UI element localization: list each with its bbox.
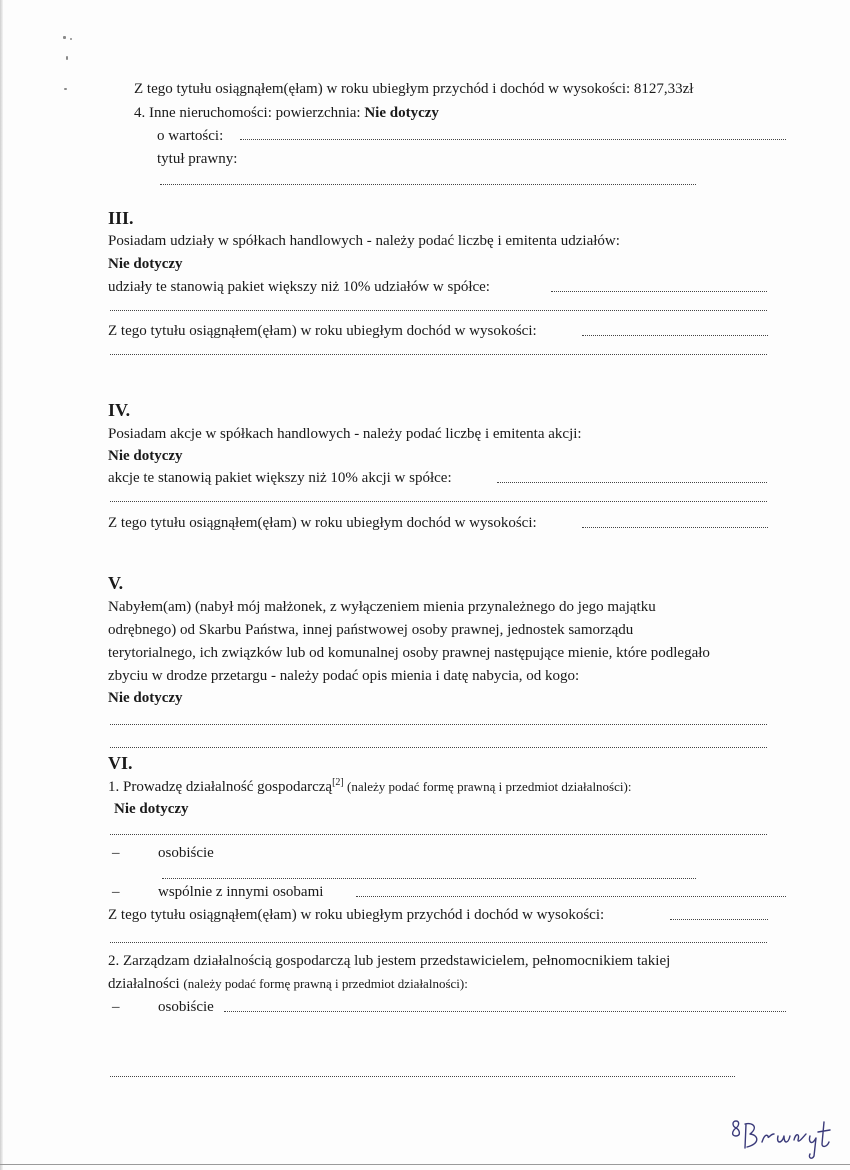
section-4-line-2: akcje te stanowią pakiet większy niż 10% akcji w spółce: xyxy=(108,470,452,486)
item-1-label: 1. Prowadzę działalność gospodarczą xyxy=(108,779,333,795)
section-5-line-1: Nabyłem(am) (nabył mój małżonek, z wyłączeniem mienia przynależnego do jego majątku xyxy=(108,599,656,615)
section-6-value: Nie dotyczy xyxy=(114,801,189,817)
item-1-note: (należy podać formę prawną i przedmiot działalności): xyxy=(343,779,632,794)
section-3-heading: III. xyxy=(108,208,134,228)
item-4 xyxy=(134,104,439,122)
dotted-fill xyxy=(110,309,767,311)
section-3-income: Z tego tytułu osiągnąłem(ęłam) w roku ubiegłym dochód w wysokości: xyxy=(108,323,537,339)
scan-speck xyxy=(66,56,68,60)
dotted-fill xyxy=(160,183,696,185)
dotted-fill xyxy=(110,723,767,725)
section-4-line-1: Posiadam akcje w spółkach handlowych - należy podać liczbę i emitenta akcji: xyxy=(108,426,582,442)
section-5-line-2: odrębnego) od Skarbu Państwa, innej państwowej osoby prawnej, jednostek samorządu xyxy=(108,622,634,638)
dotted-fill xyxy=(582,334,768,336)
dotted-fill xyxy=(162,877,696,879)
signature xyxy=(728,1118,838,1162)
dotted-fill xyxy=(670,918,768,920)
dotted-fill xyxy=(551,290,767,292)
dash: – xyxy=(112,999,120,1015)
scan-speck xyxy=(63,36,66,39)
dotted-fill xyxy=(110,353,767,355)
section-3-line-2: udziały te stanowią pakiet większy niż 10% udziałów w spółce: xyxy=(108,279,490,295)
dotted-fill xyxy=(110,746,767,748)
dotted-fill xyxy=(224,1010,786,1012)
jointly-label: wspólnie z innymi osobami xyxy=(158,884,324,900)
section-5-value: Nie dotyczy xyxy=(108,690,183,706)
income-line-top: Z tego tytułu osiągnąłem(ęłam) w roku ubiegłym przychód i dochód w wysokości: 8127,33zł xyxy=(134,81,694,97)
item-2-note: (należy podać formę prawną i przedmiot działalności): xyxy=(183,976,468,991)
dotted-fill xyxy=(110,941,767,943)
section-4-value: Nie dotyczy xyxy=(108,448,183,464)
item-2-label: działalności xyxy=(108,976,184,992)
item-4-label: 4. Inne nieruchomości: powierzchnia: xyxy=(134,105,365,121)
dotted-fill xyxy=(110,1075,735,1077)
section-6-heading: VI. xyxy=(108,753,133,773)
dotted-fill xyxy=(582,526,768,528)
value-label: o wartości: xyxy=(157,128,224,144)
dash: – xyxy=(112,884,120,900)
dotted-fill xyxy=(110,500,767,502)
section-3-line-1: Posiadam udziały w spółkach handlowych - należy podać liczbę i emitenta udziałów: xyxy=(108,233,620,249)
scan-edge xyxy=(0,0,3,1170)
section-3-value: Nie dotyczy xyxy=(108,256,183,272)
section-4-income: Z tego tytułu osiągnąłem(ęłam) w roku ubiegłym dochód w wysokości: xyxy=(108,515,537,531)
section-6-income: Z tego tytułu osiągnąłem(ęłam) w roku ubiegłym przychód i dochód w wysokości: xyxy=(108,907,605,923)
item-4-value: Nie dotyczy xyxy=(364,105,439,121)
footnote-ref: [2] xyxy=(332,777,344,788)
dotted-fill xyxy=(356,895,786,897)
section-6-item-2-line-2 xyxy=(108,975,468,993)
section-4-heading: IV. xyxy=(108,400,131,420)
dotted-fill xyxy=(110,833,767,835)
scan-speck xyxy=(64,88,67,90)
dotted-fill xyxy=(240,138,786,140)
personally-label: osobiście xyxy=(158,845,214,861)
page-bottom-edge xyxy=(0,1164,850,1165)
scan-speck xyxy=(70,38,72,40)
section-5-heading: V. xyxy=(108,573,124,593)
dotted-fill xyxy=(497,481,767,483)
dash: – xyxy=(112,845,120,861)
section-5-line-3: terytorialnego, ich związków lub od komunalnej osoby prawnej następujące mienie, które podlegało xyxy=(108,645,710,661)
section-5-line-4: zbyciu w drodze przetargu - należy podać opis mienia i datę nabycia, od kogo: xyxy=(108,668,580,684)
personally-label-2: osobiście xyxy=(158,999,214,1015)
section-6-item-2-line-1: 2. Zarządzam działalnością gospodarczą lub jestem przedstawicielem, pełnomocnikiem takiej xyxy=(108,953,671,969)
section-6-item-1 xyxy=(108,778,631,796)
title-label: tytuł prawny: xyxy=(157,151,238,167)
